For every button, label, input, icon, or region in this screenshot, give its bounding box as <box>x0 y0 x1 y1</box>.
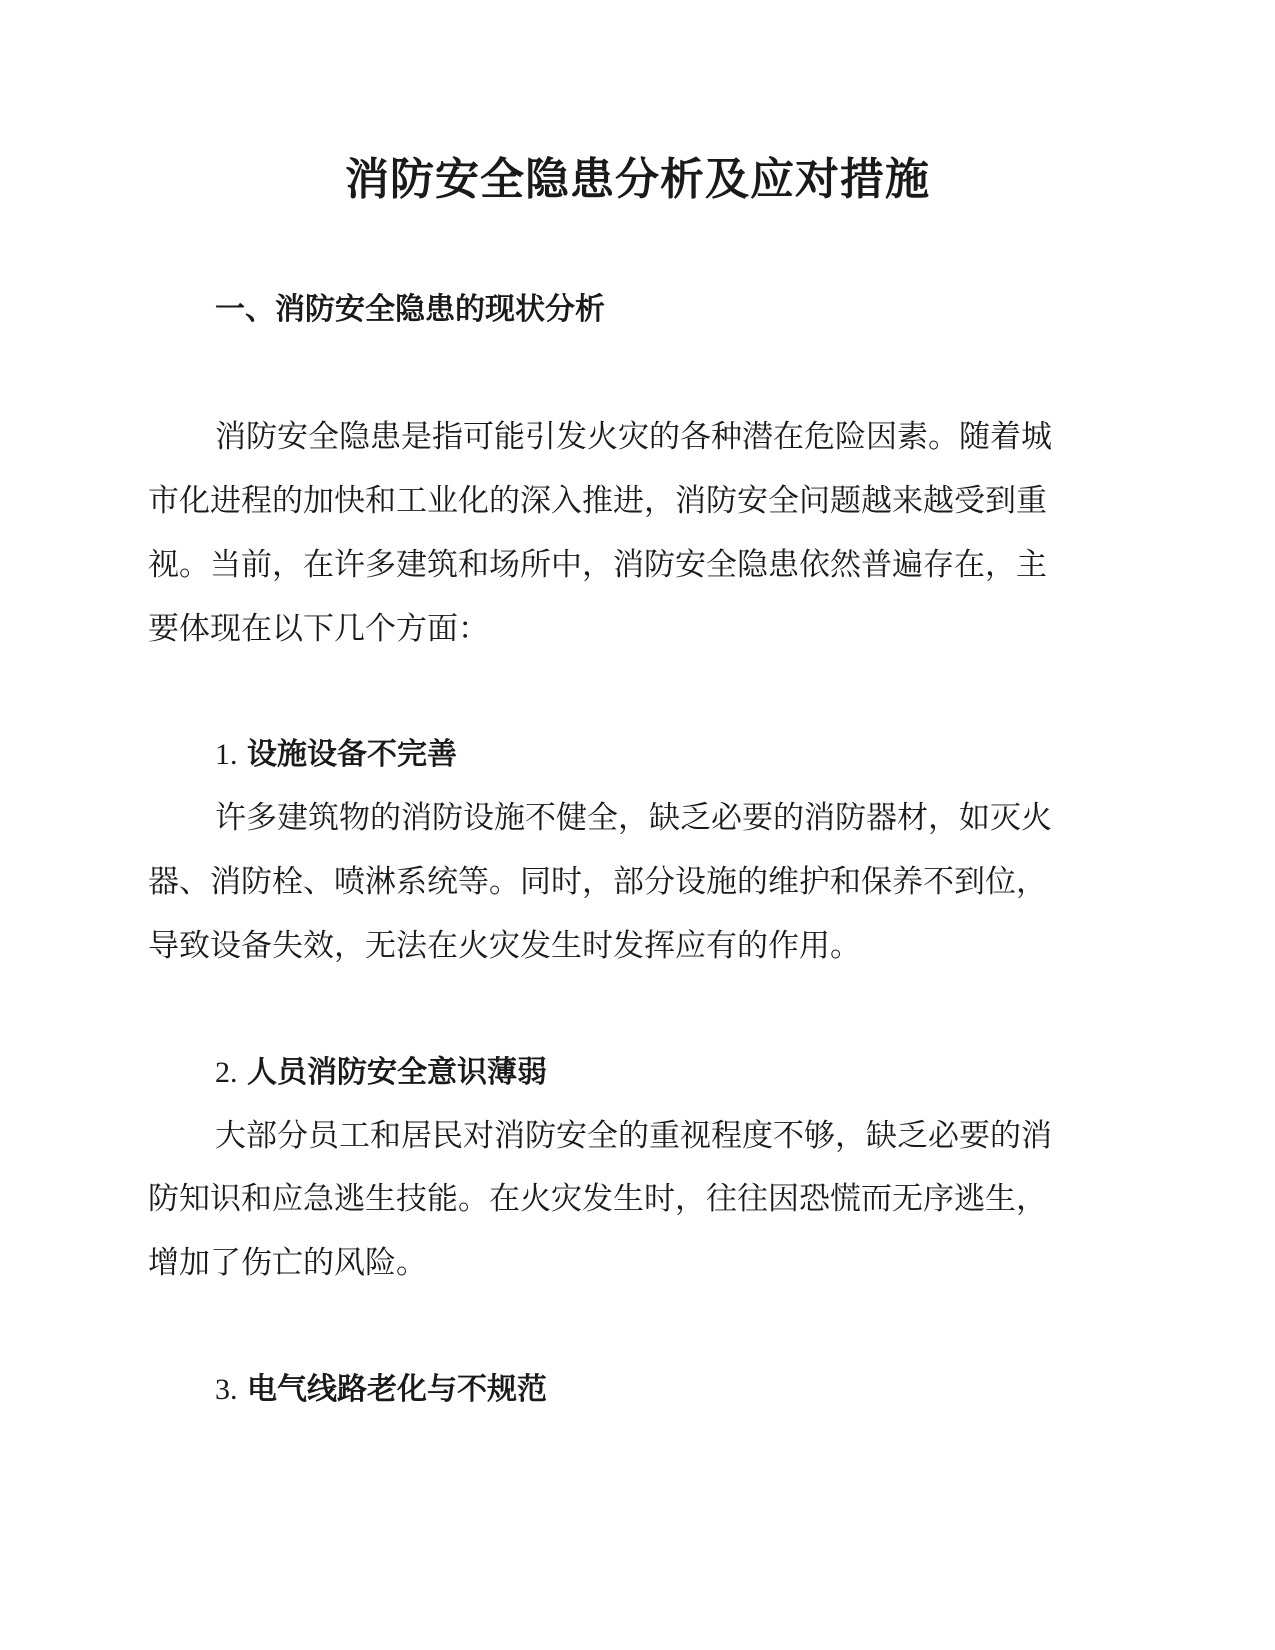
document-title: 消防安全隐患分析及应对措施 <box>345 154 930 205</box>
item-number: 3. <box>215 1373 238 1406</box>
item-number: 1. <box>215 738 238 771</box>
item-heading <box>215 733 457 777</box>
intro-line: 市化进程的加快和工业化的深入推进，消防安全问题越来越受到重 <box>148 483 1047 519</box>
item-heading <box>215 1051 547 1095</box>
item-paragraph-line: 增加了伤亡的风险。 <box>148 1245 427 1281</box>
intro-line: 要体现在以下几个方面： <box>148 611 489 647</box>
item-paragraph-line: 大部分员工和居民对消防安全的重视程度不够，缺乏必要的消 <box>215 1118 1052 1154</box>
item-title: 电气线路老化与不规范 <box>247 1372 548 1407</box>
item-paragraph-line: 导致设备失效，无法在火灾发生时发挥应有的作用。 <box>148 928 861 964</box>
section-heading: 一、消防安全隐患的现状分析 <box>215 292 605 327</box>
item-paragraph-line: 防知识和应急逃生技能。在火灾发生时，往往因恐慌而无序逃生， <box>148 1181 1047 1217</box>
intro-line: 视。当前，在许多建筑和场所中，消防安全隐患依然普遍存在，主 <box>148 547 1047 583</box>
item-heading <box>215 1368 547 1412</box>
item-paragraph-line: 器、消防栓、喷淋系统等。同时，部分设施的维护和保养不到位， <box>148 864 1047 900</box>
item-paragraph-line: 许多建筑物的消防设施不健全，缺乏必要的消防器材，如灭火 <box>215 800 1052 836</box>
item-title: 人员消防安全意识薄弱 <box>247 1055 548 1090</box>
item-number: 2. <box>215 1056 238 1089</box>
item-title: 设施设备不完善 <box>247 737 458 772</box>
intro-line: 消防安全隐患是指可能引发火灾的各种潜在危险因素。随着城 <box>215 419 1052 455</box>
